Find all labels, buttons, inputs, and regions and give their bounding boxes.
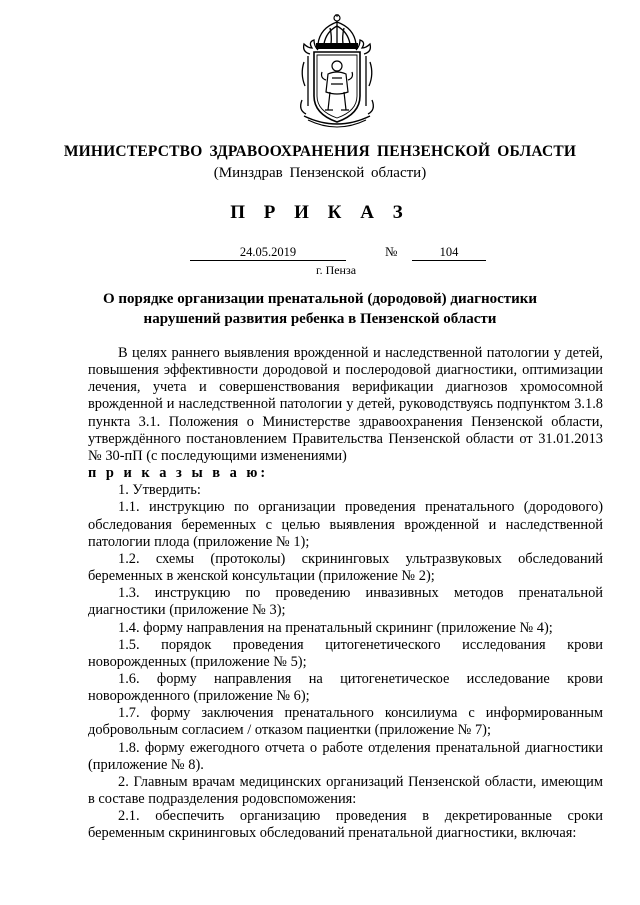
- item-1-3: 1.3. инструкцию по проведению инвазивных методов пренатальной диагностики (приложение № 3);: [88, 585, 603, 619]
- subject-line-2: нарушений развития ребенка в Пензенской области: [143, 311, 497, 327]
- item-1-2: 1.2. схемы (протоколы) скрининговых ультразвуковых обследований беременных в женской консультации (приложение № 2);: [88, 550, 603, 585]
- ministry-name: МИНИСТЕРСТВО ЗДРАВООХРАНЕНИЯ ПЕНЗЕНСКОЙ ОБЛАСТИ: [63, 143, 577, 160]
- order-date: 24.05.2019: [190, 244, 346, 261]
- city-name: г. Пенза: [316, 263, 357, 277]
- number-sign: №: [385, 244, 398, 259]
- order-subject: [60, 289, 580, 329]
- preamble-paragraph: В целях раннего выявления врожденной и наследственной патологии у детей, повышения эффективности дородовой и послеродовой диагностики, оптимизации лечения, учета и совершенствования верификации диагнозов хромосомной врожденной и наследственной патологии у детей, руководствуясь подпунктом 3.1.8 пункта 3.1. Положения о Министерстве здравоохранения Пензенской области, утверждённого постановлением Правительства Пензенской области от 31.01.2013 № 30-пП (с последующими изменениями): [88, 345, 603, 464]
- item-1: 1. Утвердить:: [118, 482, 201, 499]
- item-1-1: 1.1. инструкцию по организации проведения пренатального (дородового) обследования беременных с целью выявления врожденной и наследственной патологии плода (приложение № 1);: [88, 499, 603, 550]
- subject-line-1: О порядке организации пренатальной (дородовой) диагностики: [102, 291, 538, 307]
- order-word-text: п р и к а з ы в а ю:: [88, 465, 269, 482]
- order-body: [88, 345, 603, 843]
- item-1-5: 1.5. порядок проведения цитогенетического исследования крови новорожденных (приложение № 5);: [88, 636, 603, 670]
- order-word: [88, 465, 603, 482]
- item-2: 2. Главным врачам медицинских организаций Пензенской области, имеющим в составе подразделения родовспоможения:: [88, 773, 603, 808]
- item-1-4: 1.4. форму направления на пренатальный скрининг (приложение № 4);: [118, 619, 553, 636]
- ministry-short-name: (Минздрав Пензенской области): [213, 165, 427, 181]
- document-type-title: П Р И К А З: [230, 202, 410, 223]
- item-1-8: 1.8. форму ежегодного отчета о работе отделения пренатальной диагностики (приложение № 8).: [88, 739, 603, 773]
- item-2-1: 2.1. обеспечить организацию проведения в декретированные сроки беременным скрининговых обследований пренатальной диагностики, включая:: [88, 808, 603, 842]
- item-1-7: 1.7. форму заключения пренатального консилиума с информированным добровольным согласием / отказом пациентки (приложение № 7);: [88, 705, 603, 739]
- order-number: 104: [412, 244, 486, 261]
- item-1-6: 1.6. форму направления на цитогенетическое исследование крови новорожденного (приложение № 6);: [88, 670, 603, 705]
- coat-of-arms-emblem: [296, 14, 378, 128]
